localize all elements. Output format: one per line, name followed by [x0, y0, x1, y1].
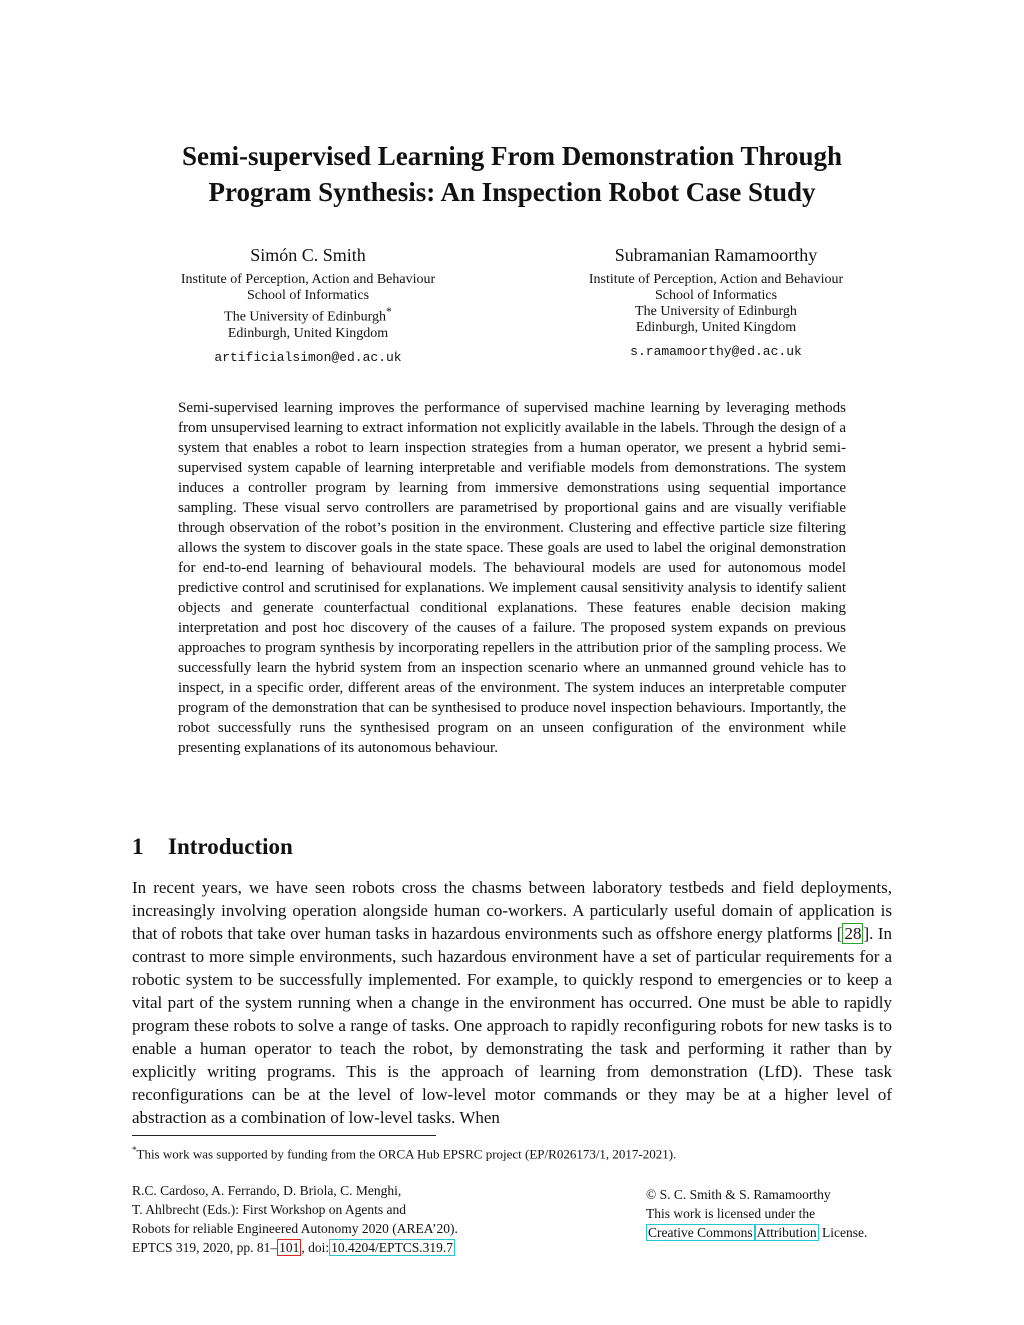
citation-link[interactable]: 28	[844, 924, 862, 943]
copyright-line: © S. C. Smith & S. Ramamoorthy	[646, 1187, 831, 1202]
author-email: artificialsimon@ed.ac.uk	[214, 349, 402, 365]
end-page-link[interactable]: 101	[279, 1240, 300, 1255]
author-affiliation: Institute of Perception, Action and Behaviour	[180, 272, 436, 287]
footnote	[132, 1142, 892, 1162]
footnote-text: This work was supported by funding from the ORCA Hub EPSRC project (EP/R026173/1, 2017-2021).	[136, 1146, 677, 1162]
doi-label: , doi:	[301, 1240, 330, 1255]
paper-title	[0, 138, 1024, 210]
intro-paragraph: In recent years, we have seen robots cross the chasms between laboratory testbeds and field deployments, increasingly involving operation alongside human co-workers. A particularly useful domain of application is that of robots that take over human tasks in hazardous environments such as offshore energy platforms [ 28 ]. In contrast to more simple environments, such hazardous environment have a set of particular requirements for a robotic system to be successfully implemented. For example, to quickly respond to emergencies or to keep a vital part of the system running when a change in the environment has occurred. One must be able to rapidly program these robots to solve a range of tasks. One approach to rapidly reconfiguring robots for new tasks is to enable a human operator to teach the robot, by demonstrating the task and performing it rather than by explicitly writing programs. This is the approach of learning from demonstration (LfD). These task reconfigurations can be at the level of low-level motor commands or they may be at a higher level of abstraction as a combination of low-level tasks. When	[132, 878, 892, 1127]
publication-line: R.C. Cardoso, A. Ferrando, D. Briola, C. Menghi,	[132, 1183, 402, 1198]
publication-line: T. Ahlbrecht (Eds.): First Workshop on Agents and	[132, 1202, 407, 1217]
doi-link[interactable]: 10.4204/EPTCS.319.7	[331, 1240, 454, 1255]
license-line	[646, 1223, 906, 1242]
abstract: Semi-supervised learning improves the performance of supervised machine learning by leveraging methods from unsupervised learning to extract information not explicitly available in the labels. Through the design of a system that enables a robot to learn inspection strategies from a human operator, we present a hybrid semi-supervised system capable of learning interpretable and verifiable models from demonstrations. The system induces a controller program by learning from immersive demonstrations using sequential importance sampling. These visual servo controllers are parametrised by proportional gains and are visually verifiable through observation of the robot’s position in the environment. Clustering and effective particle size filtering allows the system to discover goals in the state space. These goals are used to label the original demonstration for end-to-end learning of behavioural models. The behavioural models are used for autonomous model predictive control and scrutinised for explanations. We implement causal sensitivity analysis to identify salient objects and generate counterfactual conditional explanations. These features enable decision making interpretation and post hoc discovery of the causes of a failure. The proposed system expands on previous approaches to program synthesis by incorporating repellers in the attribution prior of the sampling process. We successfully learn the hybrid system from an inspection scenario where an unmanned ground vehicle has to inspect, in a specific order, different areas of the environment. The system induces an interpretable computer program of the demonstration that can be synthesised to produce novel inspection behaviours. Importantly, the robot successfully runs the synthesised program on an unseen configuration of the environment while presenting explanations of its autonomous behaviour.	[178, 400, 846, 756]
license-line: This work is licensed under the	[646, 1206, 816, 1221]
footnote-mark: *	[132, 1145, 137, 1155]
author-affiliation: Edinburgh, United Kingdom	[635, 320, 797, 335]
publication-line: Robots for reliable Engineered Autonomy 2020 (AREA’20).	[132, 1221, 458, 1236]
author-affiliation: The University of Edinburgh	[635, 304, 797, 319]
intro-text: . In contrast to more simple environments, such hazardous environment have a set of particular requirements for a robotic system to be successfully implemented. For example, to quickly respond to emergencies or to keep a vital part of the system running when a change in the environment has occurred. One must be able to rapidly program these robots to solve a range of tasks. One approach to rapidly reconfiguring robots for new tasks is to enable a human operator to teach the robot, by demonstrating the task and performing it rather than by explicitly writing programs. This is the approach of learning from demonstration (LfD). These task reconfigurations can be at the level of low-level motor commands or they may be at a higher level of abstraction as a combination of low-level tasks. When	[132, 924, 892, 1127]
creative-commons-link[interactable]: Creative Commons	[648, 1225, 753, 1240]
publication-pages: EPTCS 319, 2020, pp. 81–	[132, 1240, 278, 1255]
footnote-divider	[132, 1135, 436, 1136]
author-block-2	[496, 244, 936, 360]
license-suffix: License.	[818, 1225, 868, 1240]
author-affiliation	[88, 304, 528, 326]
author-affiliation: Institute of Perception, Action and Behaviour	[588, 272, 844, 287]
author-affiliation: Edinburgh, United Kingdom	[227, 325, 389, 341]
section-heading	[132, 832, 293, 862]
intro-text: In recent years, we have seen robots cross the chasms between laboratory testbeds and field deployments, increasingly involving operation alongside human co-workers. A particularly useful domain of application is that of robots that take over human tasks in hazardous environments such as offshore energy platforms	[132, 878, 892, 943]
footnote-mark[interactable]: *	[386, 305, 392, 318]
title-line-1: Semi-supervised Learning From Demonstration Through	[181, 141, 843, 171]
author-affiliation: School of Informatics	[246, 288, 370, 303]
section-title: Introduction	[168, 834, 293, 859]
author-name: Simón C. Smith	[250, 245, 366, 265]
title-line-2: Program Synthesis: An Inspection Robot Case Study	[208, 177, 816, 207]
attribution-link[interactable]: Attribution	[756, 1225, 817, 1240]
author-university: The University of Edinburgh	[224, 309, 387, 325]
section-number: 1	[132, 834, 144, 859]
author-block-1	[88, 244, 528, 366]
author-email: s.ramamoorthy@ed.ac.uk	[630, 344, 802, 359]
author-affiliation: School of Informatics	[654, 288, 778, 303]
license-block	[646, 1185, 906, 1242]
publication-info	[132, 1181, 612, 1257]
publication-line	[132, 1238, 612, 1257]
author-name: Subramanian Ramamoorthy	[614, 245, 818, 265]
